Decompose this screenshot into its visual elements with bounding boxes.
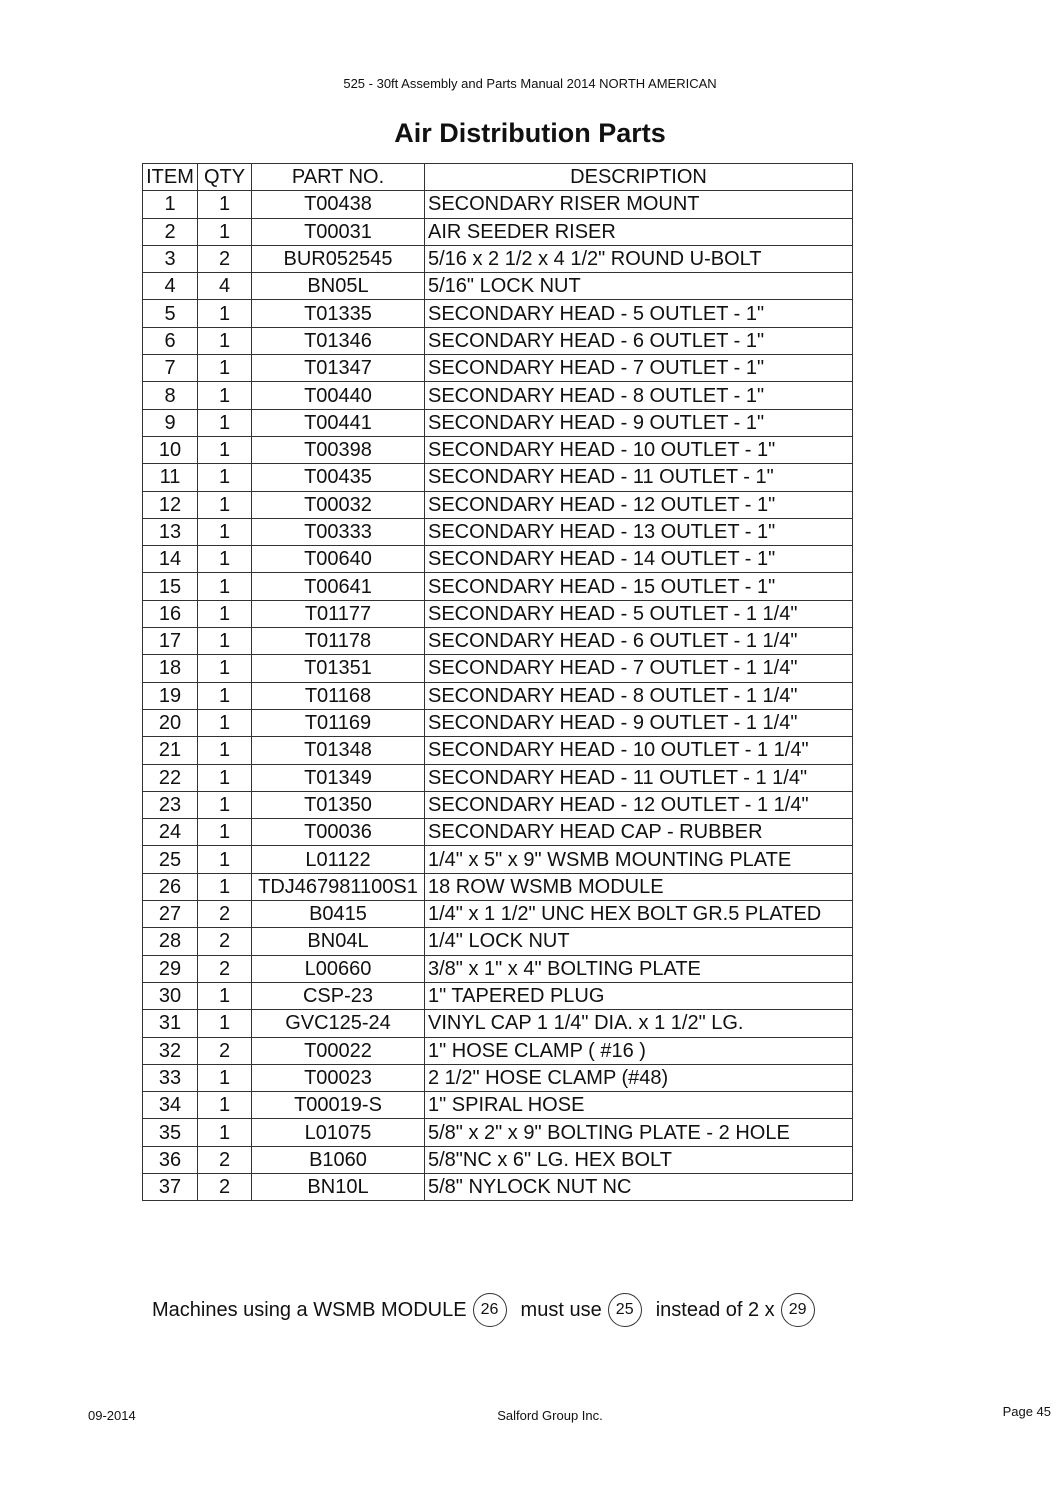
- cell-item: 2: [143, 218, 198, 245]
- table-row: [143, 901, 853, 928]
- cell-item: 21: [143, 737, 198, 764]
- cell-part-no: CSP-23: [252, 982, 425, 1009]
- cell-description: SECONDARY HEAD - 12 OUTLET - 1 1/4": [425, 791, 853, 818]
- cell-part-no: BN05L: [252, 273, 425, 300]
- cell-part-no: T01168: [252, 682, 425, 709]
- table-row: [143, 245, 853, 272]
- item-ref-circle-26: 26: [473, 1293, 507, 1327]
- footer-company: Salford Group Inc.: [497, 1408, 603, 1423]
- cell-description: SECONDARY HEAD - 11 OUTLET - 1": [425, 464, 853, 491]
- cell-qty: 2: [198, 928, 252, 955]
- cell-part-no: T00036: [252, 819, 425, 846]
- table-row: [143, 709, 853, 736]
- cell-item: 15: [143, 573, 198, 600]
- cell-part-no: T00435: [252, 464, 425, 491]
- note-text-2: must use: [520, 1298, 602, 1321]
- cell-description: 1" HOSE CLAMP ( #16 ): [425, 1037, 853, 1064]
- table-row: [143, 573, 853, 600]
- cell-part-no: T00441: [252, 409, 425, 436]
- cell-description: SECONDARY HEAD - 6 OUTLET - 1 1/4": [425, 628, 853, 655]
- cell-description: 5/8" NYLOCK NUT NC: [425, 1173, 853, 1200]
- cell-item: 25: [143, 846, 198, 873]
- table-row: [143, 491, 853, 518]
- note-text-1: Machines using a WSMB MODULE: [152, 1298, 467, 1321]
- table-row: [143, 791, 853, 818]
- cell-part-no: T01347: [252, 355, 425, 382]
- table-row: [143, 955, 853, 982]
- cell-part-no: T00333: [252, 518, 425, 545]
- cell-description: 1/4" LOCK NUT: [425, 928, 853, 955]
- cell-item: 6: [143, 327, 198, 354]
- footer-date: 09-2014: [88, 1408, 136, 1423]
- cell-item: 34: [143, 1092, 198, 1119]
- cell-qty: 1: [198, 382, 252, 409]
- cell-qty: 1: [198, 409, 252, 436]
- cell-part-no: T00641: [252, 573, 425, 600]
- cell-part-no: T01351: [252, 655, 425, 682]
- cell-item: 10: [143, 436, 198, 463]
- cell-part-no: BUR052545: [252, 245, 425, 272]
- cell-item: 22: [143, 764, 198, 791]
- cell-qty: 1: [198, 600, 252, 627]
- table-row: [143, 1010, 853, 1037]
- cell-qty: 1: [198, 1092, 252, 1119]
- cell-part-no: T00031: [252, 218, 425, 245]
- cell-description: 1/4" x 5" x 9" WSMB MOUNTING PLATE: [425, 846, 853, 873]
- cell-description: SECONDARY HEAD - 9 OUTLET - 1": [425, 409, 853, 436]
- cell-part-no: BN04L: [252, 928, 425, 955]
- page-title: Air Distribution Parts: [394, 118, 666, 148]
- cell-qty: 1: [198, 436, 252, 463]
- cell-qty: 1: [198, 1064, 252, 1091]
- table-row: [143, 1064, 853, 1091]
- table-row: [143, 628, 853, 655]
- cell-part-no: T01349: [252, 764, 425, 791]
- cell-qty: 2: [198, 1146, 252, 1173]
- cell-description: SECONDARY HEAD - 13 OUTLET - 1": [425, 518, 853, 545]
- cell-qty: 2: [198, 1037, 252, 1064]
- cell-description: SECONDARY HEAD - 11 OUTLET - 1 1/4": [425, 764, 853, 791]
- table-row: [143, 764, 853, 791]
- cell-item: 19: [143, 682, 198, 709]
- cell-part-no: T01178: [252, 628, 425, 655]
- header-qty: QTY: [198, 164, 252, 191]
- cell-qty: 1: [198, 737, 252, 764]
- cell-item: 14: [143, 546, 198, 573]
- header-description: DESCRIPTION: [425, 164, 853, 191]
- cell-description: SECONDARY RISER MOUNT: [425, 191, 853, 218]
- cell-item: 29: [143, 955, 198, 982]
- cell-qty: 1: [198, 764, 252, 791]
- table-row: [143, 327, 853, 354]
- cell-part-no: TDJ467981100S1: [252, 873, 425, 900]
- cell-qty: 1: [198, 191, 252, 218]
- cell-qty: 1: [198, 573, 252, 600]
- cell-qty: 4: [198, 273, 252, 300]
- cell-qty: 2: [198, 1173, 252, 1200]
- cell-part-no: T01348: [252, 737, 425, 764]
- cell-description: SECONDARY HEAD - 14 OUTLET - 1": [425, 546, 853, 573]
- cell-qty: 1: [198, 518, 252, 545]
- cell-qty: 2: [198, 901, 252, 928]
- cell-part-no: T00438: [252, 191, 425, 218]
- cell-item: 36: [143, 1146, 198, 1173]
- table-row: [143, 600, 853, 627]
- cell-part-no: T00019-S: [252, 1092, 425, 1119]
- table-row: [143, 436, 853, 463]
- table-row: [143, 464, 853, 491]
- cell-part-no: T00022: [252, 1037, 425, 1064]
- cell-item: 24: [143, 819, 198, 846]
- cell-item: 8: [143, 382, 198, 409]
- cell-description: 5/16 x 2 1/2 x 4 1/2" ROUND U-BOLT: [425, 245, 853, 272]
- cell-part-no: L01122: [252, 846, 425, 873]
- cell-qty: 1: [198, 464, 252, 491]
- cell-qty: 1: [198, 491, 252, 518]
- cell-part-no: T00398: [252, 436, 425, 463]
- parts-table: [142, 163, 853, 1201]
- table-row: [143, 1119, 853, 1146]
- table-row: [143, 655, 853, 682]
- cell-item: 7: [143, 355, 198, 382]
- table-row: [143, 382, 853, 409]
- cell-description: SECONDARY HEAD - 6 OUTLET - 1": [425, 327, 853, 354]
- table-row: [143, 819, 853, 846]
- cell-part-no: T01346: [252, 327, 425, 354]
- cell-qty: 1: [198, 546, 252, 573]
- cell-qty: 1: [198, 846, 252, 873]
- cell-part-no: B0415: [252, 901, 425, 928]
- table-row: [143, 1173, 853, 1200]
- cell-item: 11: [143, 464, 198, 491]
- table-header-row: [143, 164, 853, 191]
- footer-page-number: Page 45: [1002, 1404, 1051, 1419]
- cell-item: 16: [143, 600, 198, 627]
- cell-description: SECONDARY HEAD - 12 OUTLET - 1": [425, 491, 853, 518]
- cell-qty: 2: [198, 245, 252, 272]
- note-text-3: instead of 2 x: [655, 1298, 775, 1321]
- cell-item: 32: [143, 1037, 198, 1064]
- cell-description: SECONDARY HEAD - 9 OUTLET - 1 1/4": [425, 709, 853, 736]
- table-row: [143, 518, 853, 545]
- cell-qty: 1: [198, 628, 252, 655]
- table-row: [143, 355, 853, 382]
- cell-description: SECONDARY HEAD - 8 OUTLET - 1 1/4": [425, 682, 853, 709]
- cell-description: 1/4" x 1 1/2" UNC HEX BOLT GR.5 PLATED: [425, 901, 853, 928]
- cell-item: 30: [143, 982, 198, 1009]
- cell-description: SECONDARY HEAD - 7 OUTLET - 1": [425, 355, 853, 382]
- cell-qty: 1: [198, 709, 252, 736]
- cell-part-no: T00640: [252, 546, 425, 573]
- cell-qty: 1: [198, 682, 252, 709]
- cell-description: SECONDARY HEAD - 10 OUTLET - 1 1/4": [425, 737, 853, 764]
- cell-part-no: BN10L: [252, 1173, 425, 1200]
- wsmb-note: [152, 1292, 829, 1328]
- cell-item: 33: [143, 1064, 198, 1091]
- cell-part-no: L01075: [252, 1119, 425, 1146]
- cell-part-no: T00023: [252, 1064, 425, 1091]
- cell-item: 9: [143, 409, 198, 436]
- cell-part-no: T01169: [252, 709, 425, 736]
- table-row: [143, 1037, 853, 1064]
- cell-part-no: T01335: [252, 300, 425, 327]
- cell-item: 27: [143, 901, 198, 928]
- cell-item: 17: [143, 628, 198, 655]
- cell-item: 20: [143, 709, 198, 736]
- cell-qty: 1: [198, 327, 252, 354]
- item-ref-circle-25: 25: [608, 1293, 642, 1327]
- cell-item: 4: [143, 273, 198, 300]
- table-row: [143, 846, 853, 873]
- cell-description: 1" TAPERED PLUG: [425, 982, 853, 1009]
- table-row: [143, 737, 853, 764]
- cell-description: SECONDARY HEAD - 7 OUTLET - 1 1/4": [425, 655, 853, 682]
- cell-description: 1" SPIRAL HOSE: [425, 1092, 853, 1119]
- cell-description: 3/8" x 1" x 4" BOLTING PLATE: [425, 955, 853, 982]
- cell-item: 28: [143, 928, 198, 955]
- cell-qty: 1: [198, 791, 252, 818]
- cell-description: 18 ROW WSMB MODULE: [425, 873, 853, 900]
- table-row: [143, 928, 853, 955]
- cell-item: 3: [143, 245, 198, 272]
- cell-qty: 1: [198, 1010, 252, 1037]
- cell-part-no: GVC125-24: [252, 1010, 425, 1037]
- cell-qty: 1: [198, 355, 252, 382]
- cell-qty: 1: [198, 873, 252, 900]
- cell-description: SECONDARY HEAD CAP - RUBBER: [425, 819, 853, 846]
- table-row: [143, 1146, 853, 1173]
- cell-description: VINYL CAP 1 1/4" DIA. x 1 1/2" LG.: [425, 1010, 853, 1037]
- cell-description: SECONDARY HEAD - 10 OUTLET - 1": [425, 436, 853, 463]
- cell-description: AIR SEEDER RISER: [425, 218, 853, 245]
- table-row: [143, 191, 853, 218]
- cell-description: SECONDARY HEAD - 5 OUTLET - 1": [425, 300, 853, 327]
- parts-table-body: [143, 191, 853, 1201]
- cell-part-no: T00032: [252, 491, 425, 518]
- cell-description: SECONDARY HEAD - 5 OUTLET - 1 1/4": [425, 600, 853, 627]
- cell-part-no: L00660: [252, 955, 425, 982]
- header-item: ITEM: [143, 164, 198, 191]
- table-row: [143, 682, 853, 709]
- cell-item: 31: [143, 1010, 198, 1037]
- cell-qty: 1: [198, 300, 252, 327]
- cell-item: 1: [143, 191, 198, 218]
- table-row: [143, 273, 853, 300]
- cell-item: 35: [143, 1119, 198, 1146]
- cell-description: 5/8"NC x 6" LG. HEX BOLT: [425, 1146, 853, 1173]
- table-row: [143, 409, 853, 436]
- cell-item: 12: [143, 491, 198, 518]
- cell-description: 5/8" x 2" x 9" BOLTING PLATE - 2 HOLE: [425, 1119, 853, 1146]
- cell-item: 23: [143, 791, 198, 818]
- cell-part-no: T01177: [252, 600, 425, 627]
- table-row: [143, 982, 853, 1009]
- cell-description: SECONDARY HEAD - 8 OUTLET - 1": [425, 382, 853, 409]
- cell-description: SECONDARY HEAD - 15 OUTLET - 1": [425, 573, 853, 600]
- table-row: [143, 1092, 853, 1119]
- table-row: [143, 873, 853, 900]
- cell-item: 13: [143, 518, 198, 545]
- cell-item: 18: [143, 655, 198, 682]
- cell-part-no: T00440: [252, 382, 425, 409]
- header-part-no: PART NO.: [252, 164, 425, 191]
- cell-item: 37: [143, 1173, 198, 1200]
- table-row: [143, 218, 853, 245]
- cell-description: 2 1/2" HOSE CLAMP (#48): [425, 1064, 853, 1091]
- cell-qty: 1: [198, 819, 252, 846]
- cell-part-no: T01350: [252, 791, 425, 818]
- cell-description: 5/16" LOCK NUT: [425, 273, 853, 300]
- cell-item: 5: [143, 300, 198, 327]
- item-ref-circle-29: 29: [781, 1293, 815, 1327]
- table-row: [143, 546, 853, 573]
- cell-qty: 1: [198, 218, 252, 245]
- cell-qty: 2: [198, 955, 252, 982]
- cell-item: 26: [143, 873, 198, 900]
- cell-part-no: B1060: [252, 1146, 425, 1173]
- table-row: [143, 300, 853, 327]
- manual-header: 525 - 30ft Assembly and Parts Manual 2014 NORTH AMERICAN: [343, 76, 717, 91]
- cell-qty: 1: [198, 982, 252, 1009]
- cell-qty: 1: [198, 1119, 252, 1146]
- cell-qty: 1: [198, 655, 252, 682]
